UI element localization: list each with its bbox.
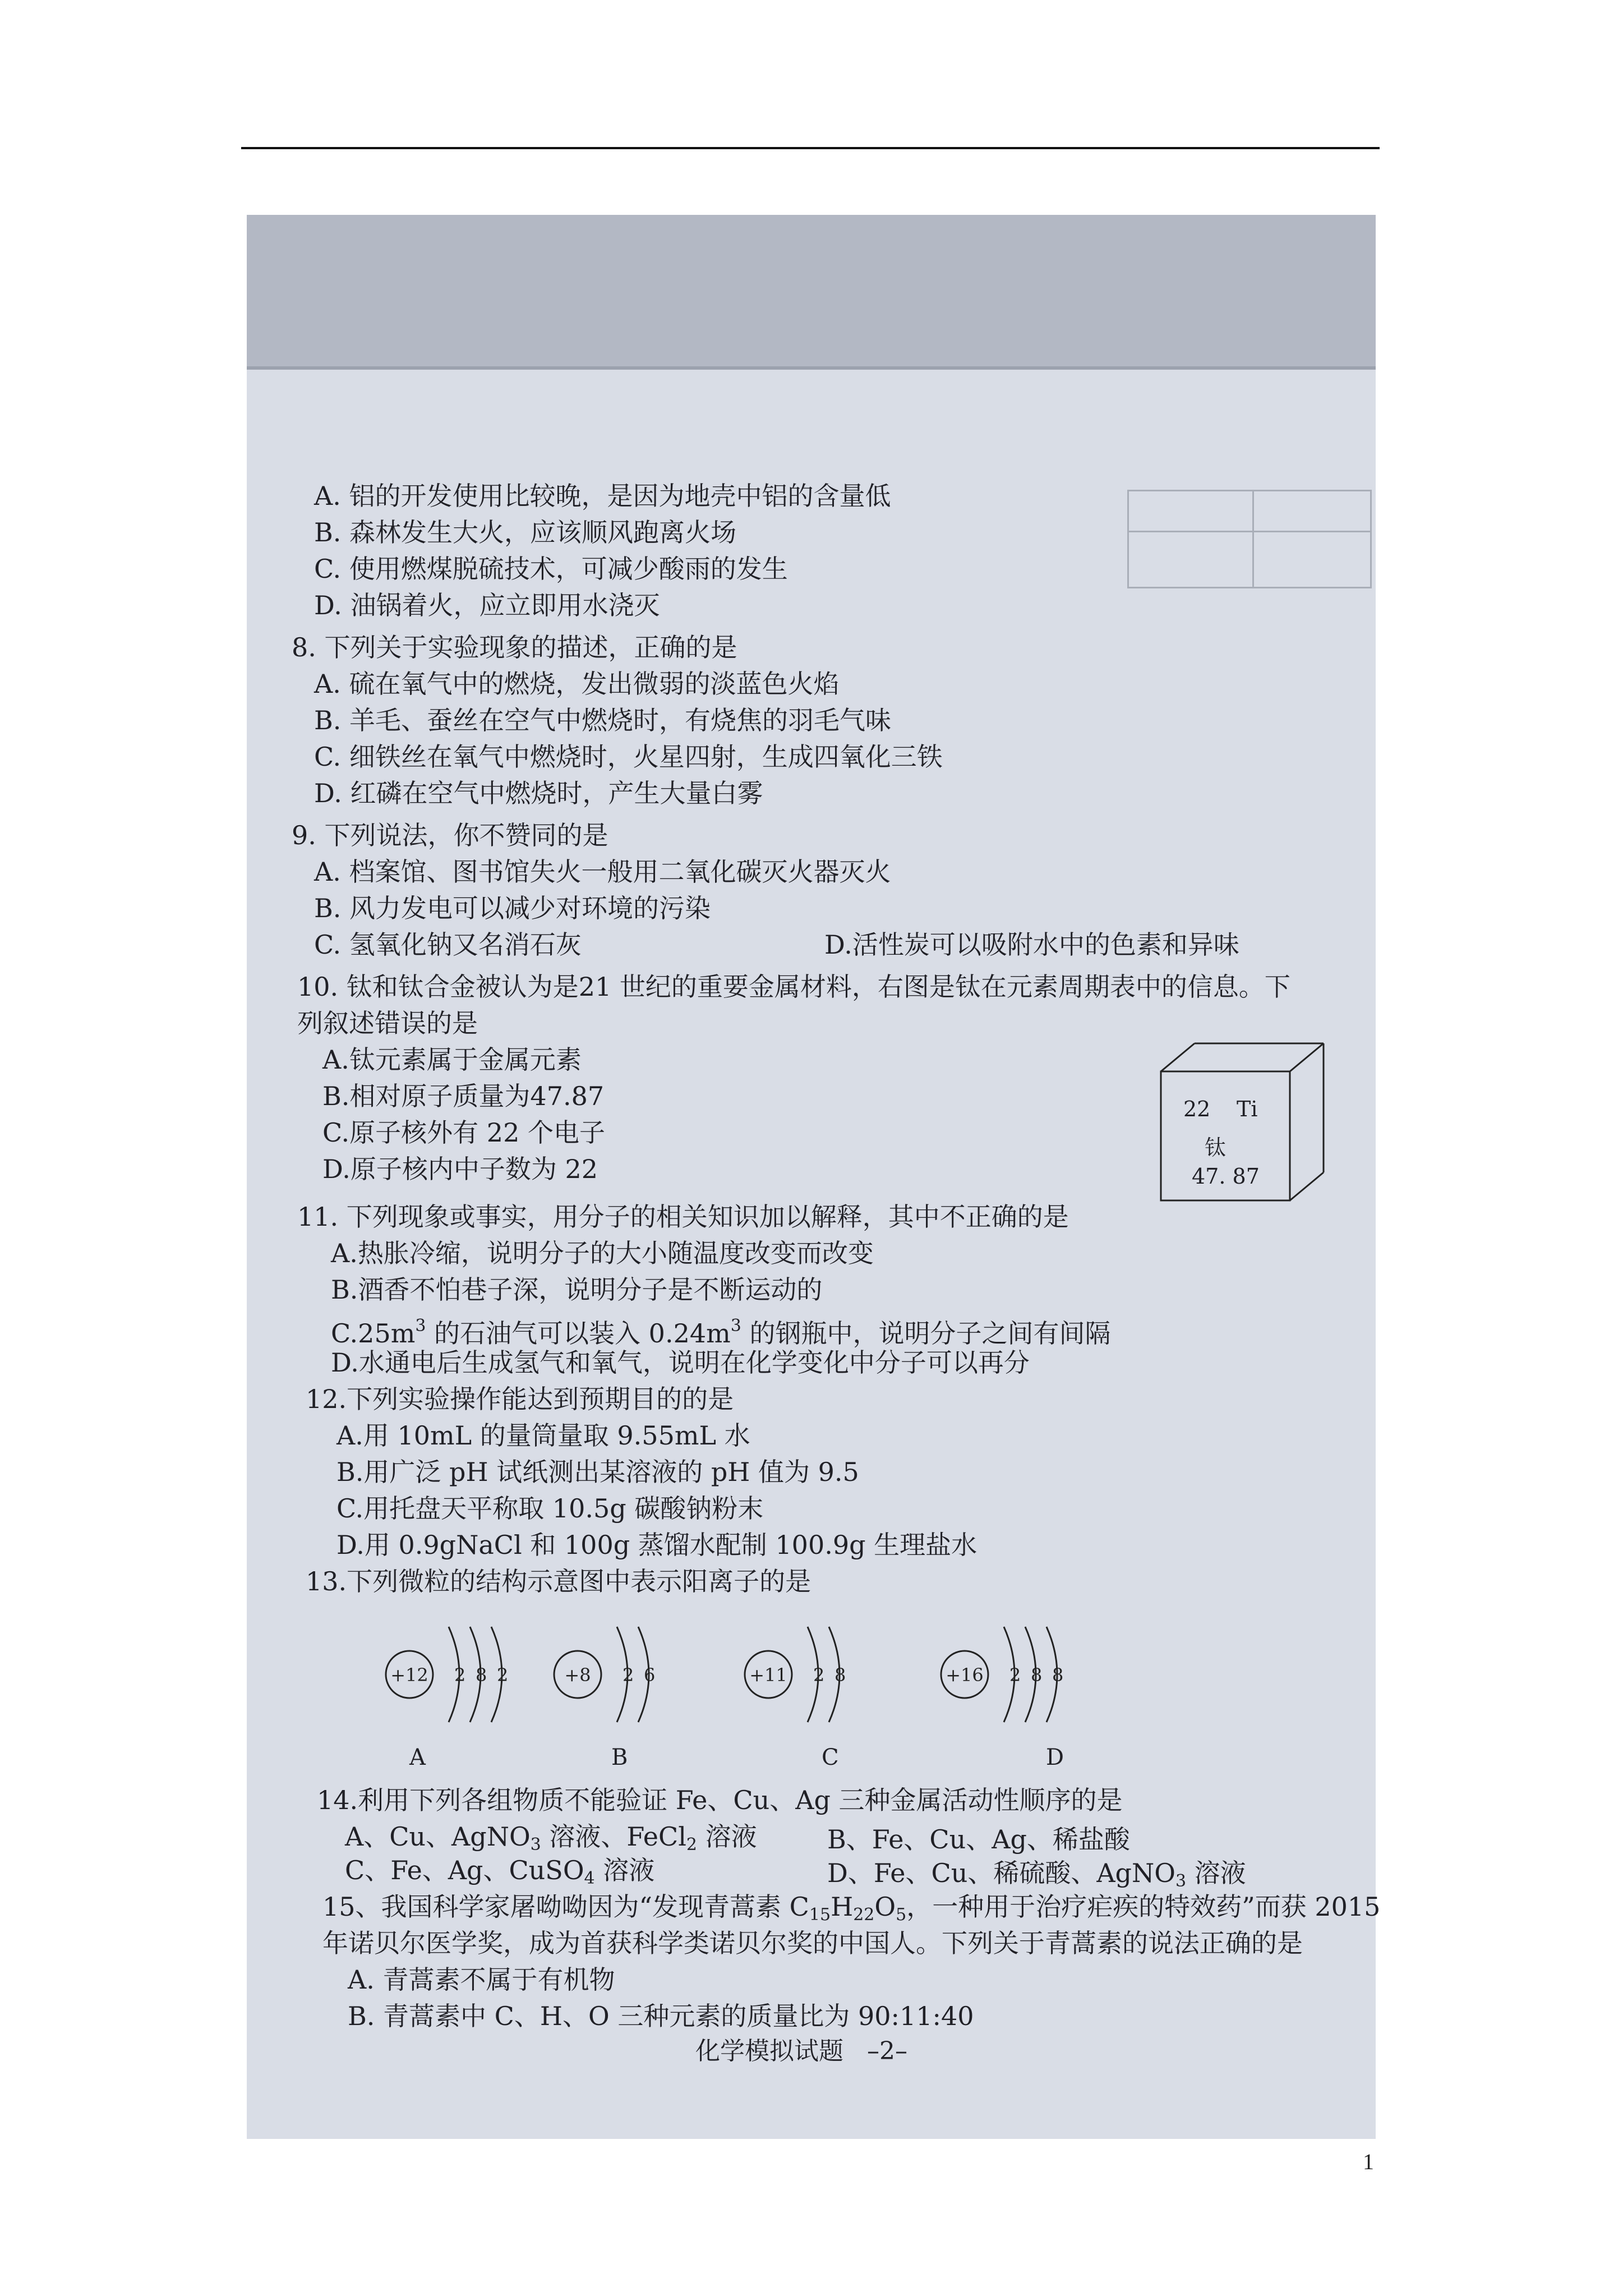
electron-count: 8 <box>834 1664 846 1686</box>
electron-count: 2 <box>813 1664 825 1686</box>
q12-option-a: A.用 10mL 的量筒量取 9.55mL 水 <box>336 1420 750 1451</box>
q11-stem: 11. 下列现象或事实，用分子的相关知识加以解释，其中不正确的是 <box>297 1202 1069 1232</box>
atom-diagram-b <box>554 1627 655 1722</box>
q15-stem-line1: 15、我国科学家屠呦呦因为“发现青蒿素 $C_{15}H_{22}O_5$，一种用于治疗疟疾的特效药”而获 2015 <box>322 1892 1381 1925</box>
q7-option-c: C. 使用燃煤脱硫技术，可减少酸雨的发生 <box>314 554 788 584</box>
electron-count: 6 <box>644 1664 656 1686</box>
header-rule <box>241 147 1380 149</box>
atom-nucleus-charge: +11 <box>749 1664 787 1686</box>
paper-edge <box>247 366 1376 370</box>
element-name: 钛 <box>1205 1135 1227 1160</box>
q9-option-a: A. 档案馆、图书馆失火一般用二氧化碳灭火器灭火 <box>314 857 891 887</box>
footer-page: –2– <box>866 2037 907 2065</box>
element-atomic-number: 22 <box>1183 1097 1211 1121</box>
q8-stem: 8. 下列关于实验现象的描述，正确的是 <box>292 632 737 662</box>
q11-option-c: $C.25m^3$ 的石油气可以装入 $0.24m^3$ 的钢瓶中，说明分子之间有间隔 <box>331 1316 1111 1349</box>
q10-option-b: B.相对原子质量为47.87 <box>322 1081 605 1111</box>
q14-option-d: D、Fe、Cu、稀硫酸、AgNO$_3$ 溶液 <box>827 1858 1246 1891</box>
electron-count: 2 <box>623 1664 634 1686</box>
q12-option-d: D.用 0.9gNaCl 和 100g 蒸馏水配制 100.9g 生理盐水 <box>336 1530 978 1560</box>
electron-count: 8 <box>1052 1664 1064 1686</box>
q14-option-a: A、Cu、AgNO$_3$ 溶液、FeCl$_2$ 溶液 <box>345 1821 757 1855</box>
q14-stem: 14.利用下列各组物质不能验证 Fe、Cu、Ag 三种金属活动性顺序的是 <box>317 1785 1123 1815</box>
atom-label-d: D <box>1046 1745 1064 1770</box>
q11-option-a: A.热胀冷缩，说明分子的大小随温度改变而改变 <box>331 1238 874 1268</box>
bleed-through-score-box <box>1127 490 1372 588</box>
element-symbol: Ti <box>1237 1097 1258 1121</box>
q9-option-d: D.活性炭可以吸附水中的色素和异味 <box>824 930 1239 960</box>
element-atomic-mass: 47. 87 <box>1192 1164 1260 1189</box>
q15-option-a: A. 青蒿素不属于有机物 <box>348 1964 615 1995</box>
atom-label-c: C <box>822 1745 839 1770</box>
q7-option-a: A. 铝的开发使用比较晚，是因为地壳中铝的含量低 <box>314 481 891 511</box>
electron-count: 2 <box>454 1664 466 1686</box>
electron-count: 8 <box>1031 1664 1043 1686</box>
q14-option-b: B、Fe、Cu、Ag、稀盐酸 <box>827 1824 1130 1855</box>
q9-option-c: C. 氢氧化钠又名消石灰 <box>314 930 582 960</box>
atom-diagram-a <box>386 1627 508 1722</box>
atom-label-a: A <box>409 1745 426 1770</box>
q12-stem: 12.下列实验操作能达到预期目的的是 <box>306 1384 734 1414</box>
q14-option-c: C、Fe、Ag、CuSO$_4$ 溶液 <box>345 1855 655 1888</box>
atom-nucleus-charge: +16 <box>946 1664 984 1686</box>
q8-option-b: B. 羊毛、蚕丝在空气中燃烧时，有烧焦的羽毛气味 <box>314 705 892 735</box>
electron-count: 8 <box>476 1664 487 1686</box>
atom-nucleus-charge: +12 <box>390 1664 428 1686</box>
q12-option-c: C.用托盘天平称取 10.5g 碳酸钠粉末 <box>336 1493 764 1524</box>
q10-stem-line2: 列叙述错误的是 <box>297 1008 478 1038</box>
atom-label-b: B <box>611 1745 628 1770</box>
electron-count: 2 <box>1009 1664 1021 1686</box>
q10-option-c: C.原子核外有 22 个电子 <box>322 1117 605 1148</box>
page-footer <box>695 2031 907 2067</box>
q9-option-b: B. 风力发电可以减少对环境的污染 <box>314 893 711 923</box>
q11-option-d: D.水通电后生成氢气和氧气，说明在化学变化中分子可以再分 <box>331 1347 1030 1378</box>
q12-option-b: B.用广泛 pH 试纸测出某溶液的 pH 值为 9.5 <box>336 1457 859 1487</box>
q9-stem: 9. 下列说法，你不赞同的是 <box>292 820 608 850</box>
q10-option-d: D.原子核内中子数为 22 <box>322 1154 598 1184</box>
atom-nucleus-charge: +8 <box>564 1664 591 1686</box>
q7-option-d: D. 油锅着火，应立即用水浇灭 <box>314 590 660 620</box>
q13-stem: 13.下列微粒的结构示意图中表示阳离子的是 <box>306 1566 811 1596</box>
q10-option-a: A.钛元素属于金属元素 <box>322 1045 582 1075</box>
q11-option-b: B.酒香不怕巷子深，说明分子是不断运动的 <box>331 1274 823 1305</box>
atom-diagram-d <box>941 1627 1063 1722</box>
q8-option-a: A. 硫在氧气中的燃烧，发出微弱的淡蓝色火焰 <box>314 669 840 699</box>
q7-option-b: B. 森林发生大火，应该顺风跑离火场 <box>314 517 737 547</box>
q8-option-c: C. 细铁丝在氧气中燃烧时，火星四射，生成四氧化三铁 <box>314 742 943 772</box>
photo-background-top <box>247 215 1376 366</box>
atom-structure-diagrams <box>359 1610 1144 1739</box>
electron-count: 2 <box>497 1664 509 1686</box>
q15-stem-line2: 年诺贝尔医学奖，成为首获科学类诺贝尔奖的中国人。下列关于青蒿素的说法正确的是 <box>322 1928 1303 1958</box>
footer-title: 化学模拟试题 <box>695 2037 843 2065</box>
page-number: 1 <box>1363 2149 1374 2174</box>
q15-option-b: B. 青蒿素中 C、H、O 三种元素的质量比为 90:11:40 <box>348 2001 974 2031</box>
q10-stem-line1: 10. 钛和钛合金被认为是21 世纪的重要金属材料，右图是钛在元素周期表中的信息。下 <box>297 972 1290 1002</box>
q8-option-d: D. 红磷在空气中燃烧时，产生大量白雾 <box>314 778 763 808</box>
atom-diagram-c <box>745 1627 846 1722</box>
